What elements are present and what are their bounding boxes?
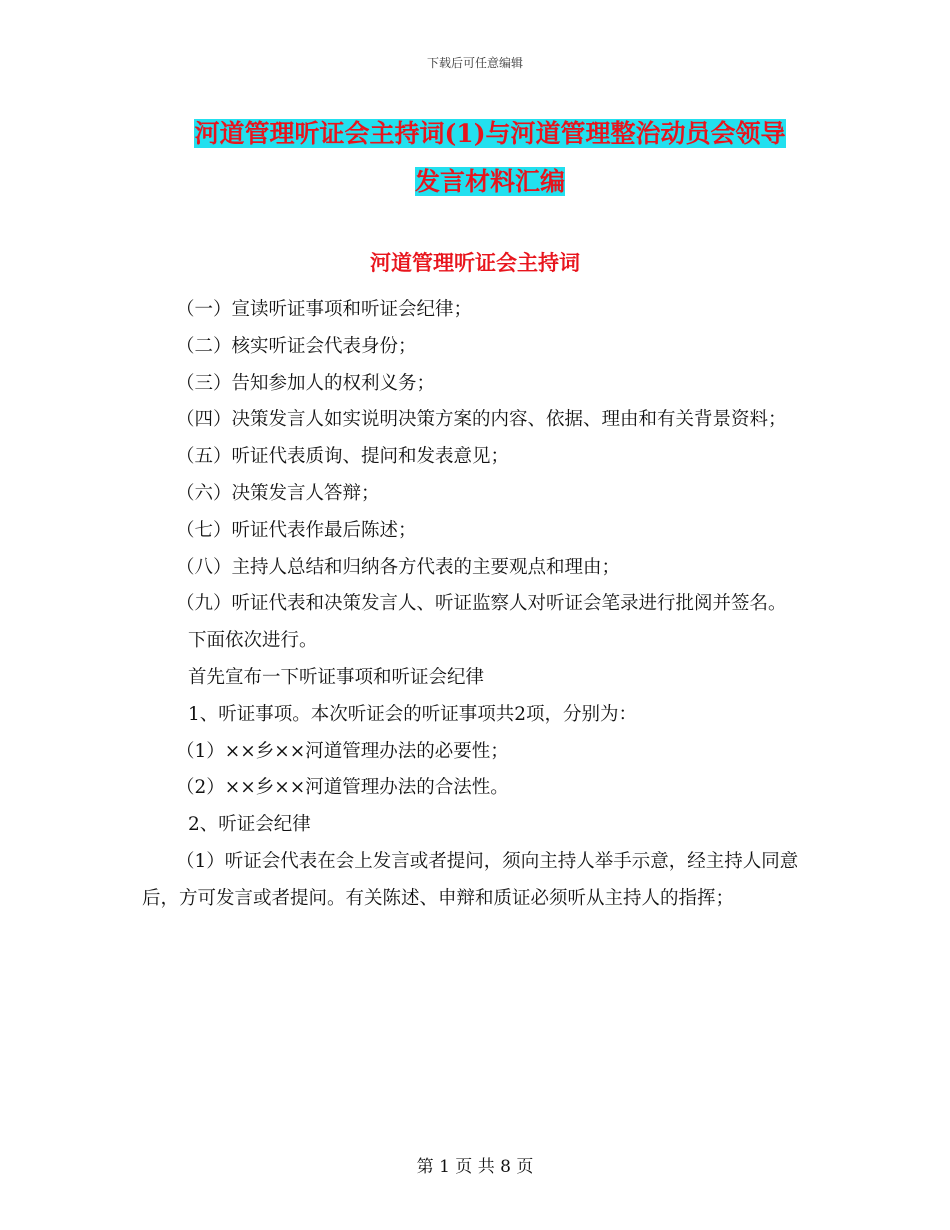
document-title-line-2: 发言材料汇编 (414, 167, 565, 196)
paragraph: （1）听证会代表在会上发言或者提问，须向主持人举手示意，经主持人同意后，方可发言或者提问。有关陈述、申辩和质证必须听从主持人的指挥； (142, 850, 799, 909)
paragraph: （一）宣读听证事项和听证会纪律； (176, 299, 473, 320)
document-body (142, 292, 806, 918)
paragraph: （五）听证代表质询、提问和发表意见； (176, 446, 510, 468)
section-title: 河道管理听证会主持词 (370, 250, 580, 275)
paragraph: （1）××乡××河道管理办法的必要性； (176, 740, 509, 762)
paragraph: （2）××乡××河道管理办法的合法性。 (176, 777, 509, 799)
paragraph: （三）告知参加人的权利义务； (176, 372, 436, 394)
paragraph: （八）主持人总结和归纳各方代表的主要观点和理由； (176, 556, 621, 578)
paragraph: （七）听证代表作最后陈述； (176, 519, 417, 541)
paragraph: 2、听证会纪律 (188, 814, 311, 836)
paragraph: 下面依次进行。 (188, 630, 318, 652)
paragraph: （二）核实听证会代表身份； (176, 335, 417, 357)
paragraph: 首先宣布一下听证事项和听证会纪律 (188, 666, 485, 688)
paragraph: 1、听证事项。本次听证会的听证事项共2项，分别为： (188, 703, 638, 725)
page-header: 下载后可任意编辑 (426, 56, 523, 70)
paragraph: （九）听证代表和决策发言人、听证监察人对听证会笔录进行批阅并签名。 (176, 593, 787, 615)
paragraph: （四）决策发言人如实说明决策方案的内容、依据、理由和有关背景资料； (176, 409, 787, 431)
page-footer: 第 1 页 共 8 页 (416, 1157, 534, 1177)
paragraph: （六）决策发言人答辩； (176, 482, 380, 504)
document-title (140, 110, 840, 206)
document-title-line-1: 河道管理听证会主持词(1)与河道管理整治动员会领导 (194, 119, 786, 148)
